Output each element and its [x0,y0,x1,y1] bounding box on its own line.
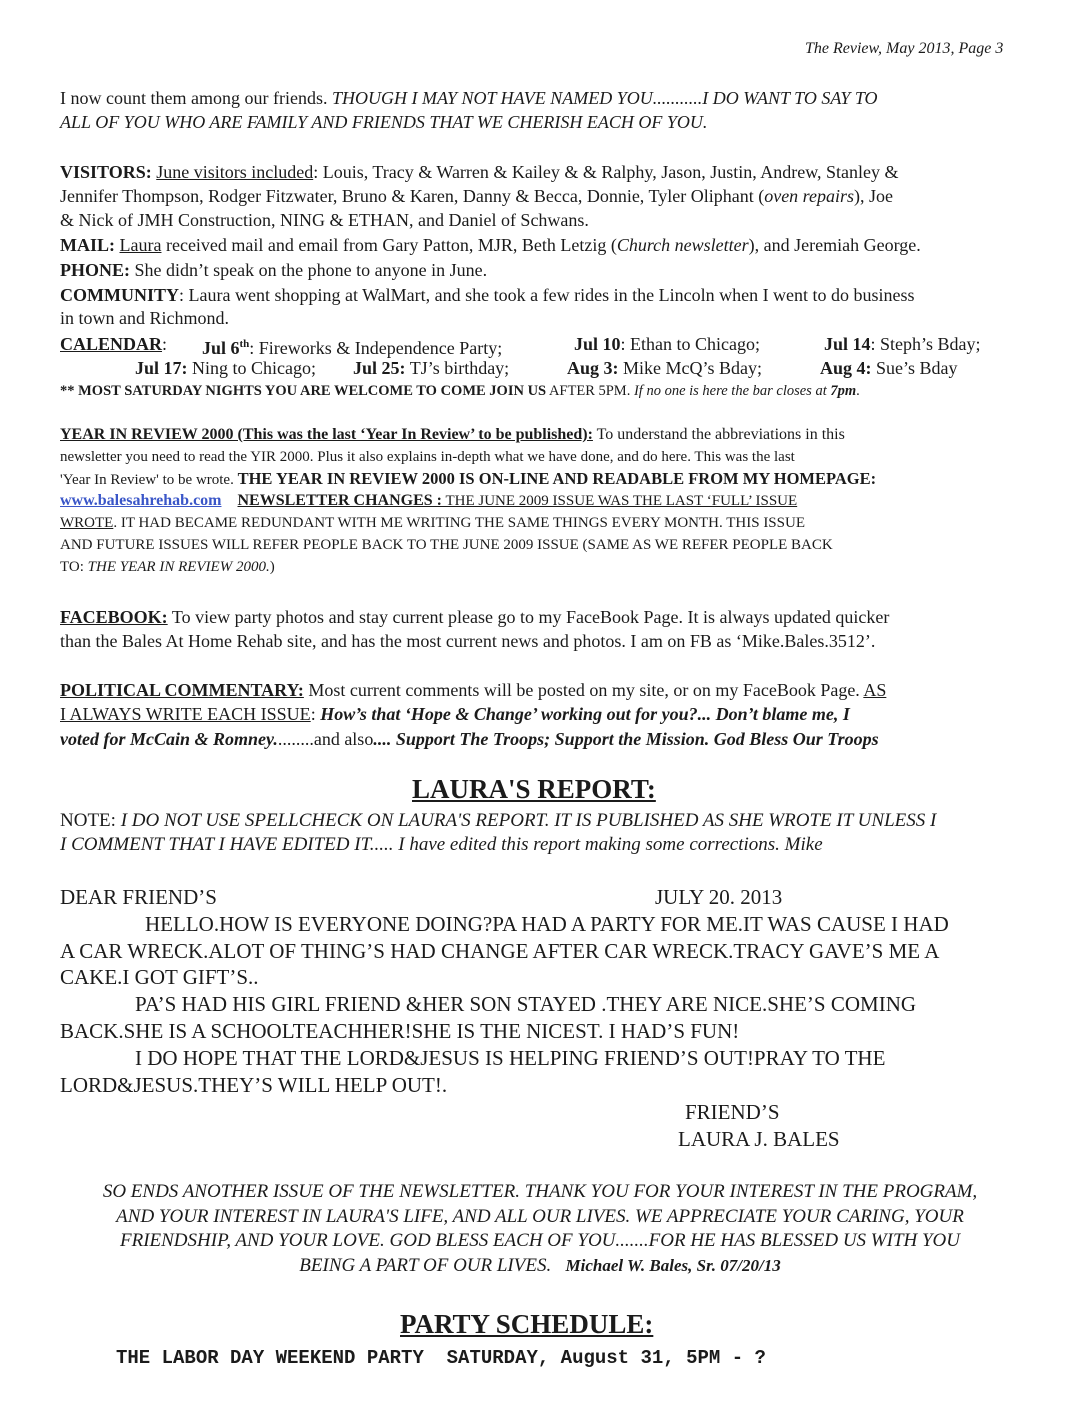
political-and-also: ........and also [277,729,374,749]
visitors-text-2b: ), Joe [854,186,894,206]
community-line-1 [60,283,915,307]
mail-text-b: ), and Jeremiah George. [748,235,921,255]
visitors-line-2 [60,184,893,208]
closing-line-3: FRIENDSHIP, AND YOUR LOVE. GOD BLESS EACH OF YOU.......FOR HE HAS BLESSED US WITH YOU [119,1230,961,1251]
calendar-note-italic: If no one is here the bar closes at [633,383,831,399]
phone-line [60,258,487,282]
calendar-event: Mike McQ’s Bday; [618,358,763,378]
letter-salutation: DEAR FRIEND’S [60,885,217,909]
yir-text-7-end: ) [269,559,275,575]
party-schedule-line: THE LABOR DAY WEEKEND PARTY SATURDAY, August 31, 5PM - ? [116,1347,766,1369]
calendar-event: Sue’s Bday [871,358,958,378]
calendar-note-bold: ** MOST SATURDAY NIGHTS YOU ARE WELCOME TO COME JOIN US [60,383,547,399]
letter-p2-line-2: BACK.SHE IS A SCHOOLTEACHHER!SHE IS THE NICEST. I HAD’S FUN! [60,1019,740,1043]
laura-report-heading: LAURA'S REPORT: [412,774,656,804]
mail-text-a: received mail and email from Gary Patton, MJR, Beth Letzig ( [161,235,617,255]
letter-signature: LAURA J. BALES [678,1127,840,1151]
calendar-event: TJ’s birthday; [405,358,510,378]
calendar-date: Jul 25: [353,358,406,378]
closing-line-2: AND YOUR INTEREST IN LAURA'S LIFE, AND ALL OUR LIVES. WE APPRECIATE YOUR CARING, YOUR [116,1205,964,1227]
intro-italic: THOUGH I MAY NOT HAVE NAMED YOU...........I DO WANT TO SAY TO [331,88,878,108]
laura-note-text-1: I DO NOT USE SPELLCHECK ON LAURA'S REPORT. IT IS PUBLISHED AS SHE WROTE IT UNLESS I [120,810,937,831]
calendar-note-plain: AFTER 5PM. [546,383,634,399]
calendar-item [574,332,760,356]
mail-label: MAIL: [60,235,115,255]
political-slogan-3: .... Support The Troops; Support the Mission. God Bless Our Troops [373,729,879,749]
calendar-date: Aug 3: [567,358,619,378]
political-slogan-2: voted for McCain & Romney. [60,729,278,749]
yir-label: YEAR IN REVIEW 2000 (This was the last ‘Year In Review’ to be published): [60,426,593,443]
mail-italic: Church newsletter [616,235,749,255]
laura-note-line-1 [60,809,936,833]
letter-closing: FRIEND’S [685,1100,780,1124]
yir-text-5: . IT HAD BECAME REDUNDANT WITH ME WRITING THE SAME THINGS EVERY MONTH. THIS ISSUE [113,515,805,531]
yir-text-3: 'Year In Review' to be wrote. [60,472,234,488]
calendar-event: : Steph’s Bday; [870,334,981,354]
letter-p3-line-2: LORD&JESUS.THEY’S WILL HELP OUT!. [60,1073,448,1097]
yir-text-7: TO: [60,559,88,575]
community-text-1: : Laura went shopping at WalMart, and she took a few rides in the Lincoln when I went to do business [179,285,915,305]
intro-line-2: ALL OF YOU WHO ARE FAMILY AND FRIENDS THAT WE CHERISH EACH OF YOU. [60,112,708,132]
letter-p1-line-3: CAKE.I GOT GIFT’S.. [60,965,259,989]
yir-line-2: newsletter you need to read the YIR 2000. Plus it also explains in-depth what we have done, and do here. This was the last [60,449,795,465]
yir-line-5 [60,512,805,534]
political-line-1 [60,678,886,702]
calendar-date: Aug 4: [820,358,872,378]
yir-text-1: To understand the abbreviations in this [592,426,845,443]
calendar-event: Ning to Chicago; [187,358,317,378]
calendar-event: : Fireworks & Independence Party; [249,338,503,358]
calendar-item [824,332,981,356]
facebook-label: FACEBOOK: [60,607,168,627]
visitors-label: VISITORS: [60,162,152,182]
facebook-text-1: To view party photos and stay current please go to my FaceBook Page. It is always updated quicker [167,607,890,627]
laura-note-line-2: I COMMENT THAT I HAVE EDITED IT..... I have edited this report making some corrections. Mike [60,834,823,855]
yir-line-4 [60,490,797,512]
facebook-line-1 [60,605,889,629]
mail-line [60,233,921,257]
visitors-text-1: : Louis, Tracy & Warren & Kailey & & Ralphy, Jason, Justin, Andrew, Stanley & [313,162,899,182]
party-schedule-heading: PARTY SCHEDULE: [400,1309,654,1339]
calendar-date: Jul 10 [574,334,621,354]
calendar-note-end: . [856,383,860,399]
calendar-date: Jul 17: [135,358,188,378]
closing-line-4-text: BEING A PART OF OUR LIVES. [299,1254,552,1276]
closing-line-4 [40,1254,1040,1279]
yir-text-5-underlined: WROTE [60,515,114,531]
community-line-2: in town and Richmond. [60,308,229,328]
intro-plain: I now count them among our friends. [60,88,328,108]
facebook-line-2: than the Bales At Home Rehab site, and has the most current news and photos. I am on FB as ‘Mike.Bales.3512’. [60,631,876,651]
yir-text-7-italic: THE YEAR IN REVIEW 2000. [87,559,270,575]
calendar-item [567,356,762,380]
calendar-item [135,356,316,380]
newsletter-changes-text: THE JUNE 2009 ISSUE WAS THE LAST ‘FULL’ ISSUE [442,493,798,509]
political-colon: : [310,704,321,724]
calendar-item [353,356,509,380]
political-line-3 [60,727,879,751]
phone-label: PHONE: [60,260,130,280]
intro-line-1 [60,86,878,110]
calendar-date: Jul 6 [202,338,240,358]
visitors-text-2-italic: oven repairs [764,186,855,206]
yir-line-7 [60,556,275,578]
closing-signature: Michael W. Bales, Sr. 07/20/13 [565,1255,781,1275]
letter-p1-line-2: A CAR WRECK.ALOT OF THING’S HAD CHANGE AFTER CAR WRECK.TRACY GAVE’S ME A [60,939,940,963]
calendar-line-1: CALENDAR: [60,334,168,354]
calendar-event: : Ethan to Chicago; [620,334,760,354]
calendar-note-time: 7pm [830,383,857,399]
letter-date: JULY 20. 2013 [655,885,783,909]
page-header: The Review, May 2013, Page 3 [805,40,1004,57]
yir-online-notice: THE YEAR IN REVIEW 2000 IS ON-LINE AND READABLE FROM MY HOMEPAGE: [237,469,877,488]
yir-line-3 [60,468,876,491]
calendar-date: Jul 14 [824,334,871,354]
letter-p3-line-1: I DO HOPE THAT THE LORD&JESUS IS HELPING FRIEND’S OUT!PRAY TO THE [135,1046,886,1070]
laura-note-label: NOTE: [60,810,121,831]
political-label: POLITICAL COMMENTARY: [60,680,304,700]
letter-p2-line-1: PA’S HAD HIS GIRL FRIEND &HER SON STAYED .THEY ARE NICE.SHE’S COMING [135,992,917,1016]
political-line-2 [60,702,850,726]
yir-line-1 [60,424,845,446]
calendar-date-sup: th [239,338,250,350]
closing-line-1: SO ENDS ANOTHER ISSUE OF THE NEWSLETTER. THANK YOU FOR YOUR INTEREST IN THE PROGRAM, [102,1181,978,1202]
visitors-line-1 [60,160,899,184]
political-text-2-underlined: I ALWAYS WRITE EACH ISSUE [60,704,311,724]
calendar-note [60,380,860,402]
visitors-line-3: & Nick of JMH Construction, NING & ETHAN, and Daniel of Schwans. [60,210,589,230]
political-slogan-1: How’s that ‘Hope & Change’ working out for you?... Don’t blame me, I [320,704,850,724]
phone-text: She didn’t speak on the phone to anyone in June. [130,260,488,280]
political-text-1-underlined: AS [863,680,887,700]
mail-name: Laura [119,235,162,255]
calendar-label: CALENDAR [60,334,163,354]
newsletter-changes-label: NEWSLETTER CHANGES : [237,492,442,509]
visitors-text-2a: Jennifer Thompson, Rodger Fitzwater, Bruno & Karen, Danny & Becca, Donnie, Tyler Oliphant ( [60,186,765,206]
yir-line-6: AND FUTURE ISSUES WILL REFER PEOPLE BACK TO THE JUNE 2009 ISSUE (SAME AS WE REFER PEOPLE BACK [60,537,833,553]
closing-message [40,1180,1040,1278]
community-label: COMMUNITY [60,285,179,305]
calendar-item [820,356,958,380]
visitors-sublabel: June visitors included [156,162,314,182]
homepage-link[interactable]: www.balesahrehab.com [60,492,222,509]
letter-p1-line-1: HELLO.HOW IS EVERYONE DOING?PA HAD A PARTY FOR ME.IT WAS CAUSE I HAD [145,912,949,936]
political-text-1: Most current comments will be posted on my site, or on my FaceBook Page. [303,680,860,700]
